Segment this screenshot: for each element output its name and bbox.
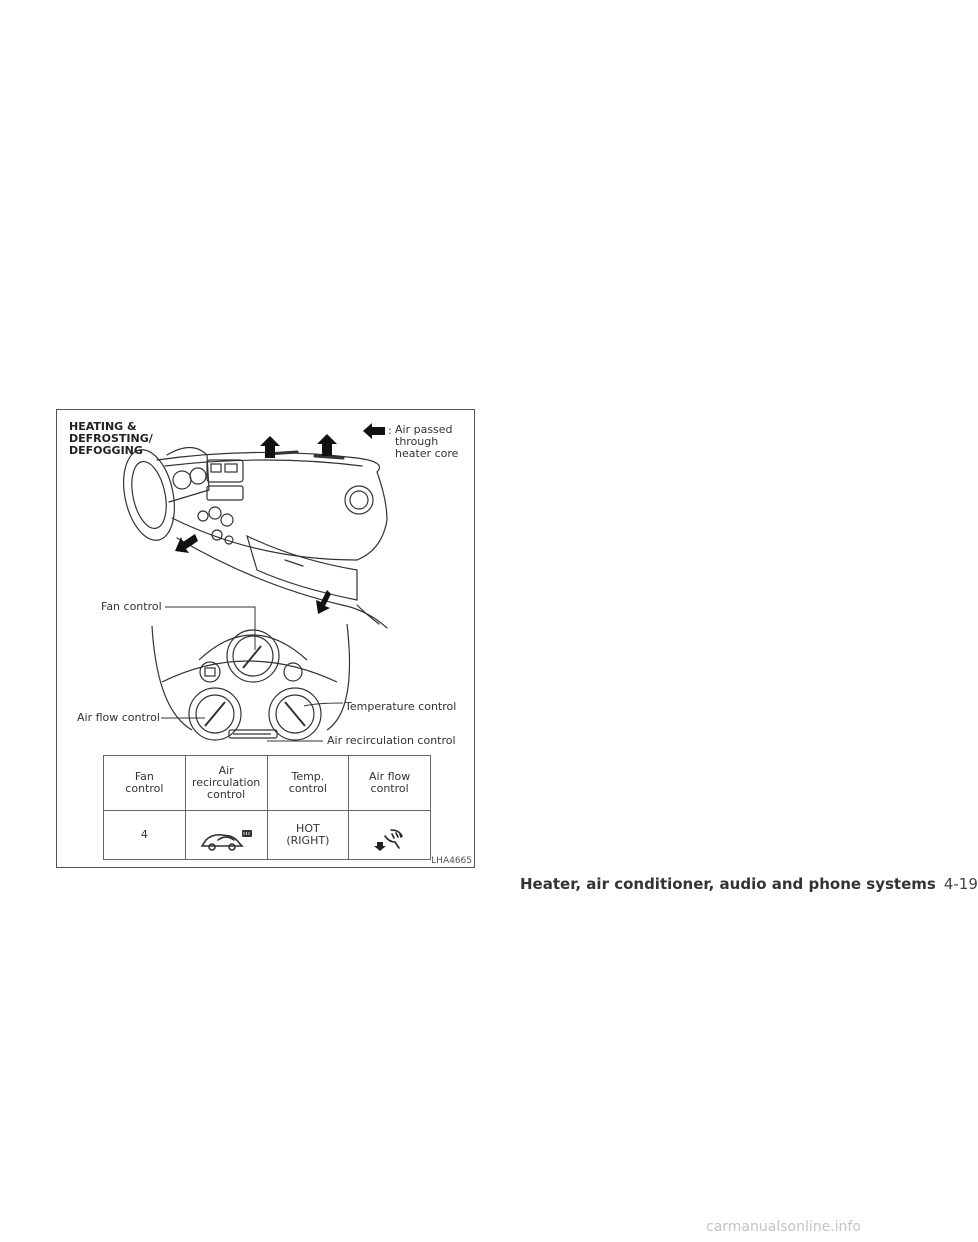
air-flow-control-label: Air flow control — [77, 711, 160, 724]
header-temp-control: Temp. control — [267, 756, 349, 811]
header-air-recirculation: Air recirculation control — [185, 756, 267, 811]
fan-control-label: Fan control — [101, 600, 162, 613]
control-settings-table — [103, 755, 431, 860]
black-arrow-icon — [362, 423, 386, 439]
outside-air-car-icon — [198, 828, 254, 852]
heating-defrosting-figure — [56, 409, 475, 868]
cell-airflow-icon — [349, 811, 431, 860]
legend-text: Air passed through heater core — [395, 423, 459, 460]
cell-fan-value: 4 — [104, 811, 186, 860]
air-recirculation-control-label: Air recirculation control — [327, 734, 456, 747]
page-number: 4-19 — [943, 875, 978, 893]
figure-code: LHA4665 — [431, 856, 472, 866]
legend-colon: : — [388, 424, 392, 437]
header-air-flow-control: Air flow control — [349, 756, 431, 811]
table-header-row — [104, 756, 431, 811]
page-footer — [520, 875, 978, 899]
section-title: Heater, air conditioner, audio and phone systems — [520, 875, 936, 893]
figure-title: HEATING & DEFROSTING/ DEFOGGING — [69, 420, 153, 457]
defrost-floor-icon — [375, 828, 405, 852]
table-row — [104, 811, 431, 860]
cell-recirc-icon — [185, 811, 267, 860]
watermark-text: carmanualsonline.info — [706, 1219, 861, 1235]
temperature-control-label: Temperature control — [345, 700, 457, 713]
figure-legend — [362, 420, 472, 465]
header-fan-control: Fan control — [104, 756, 186, 811]
cell-temp-value: HOT (RIGHT) — [267, 811, 349, 860]
